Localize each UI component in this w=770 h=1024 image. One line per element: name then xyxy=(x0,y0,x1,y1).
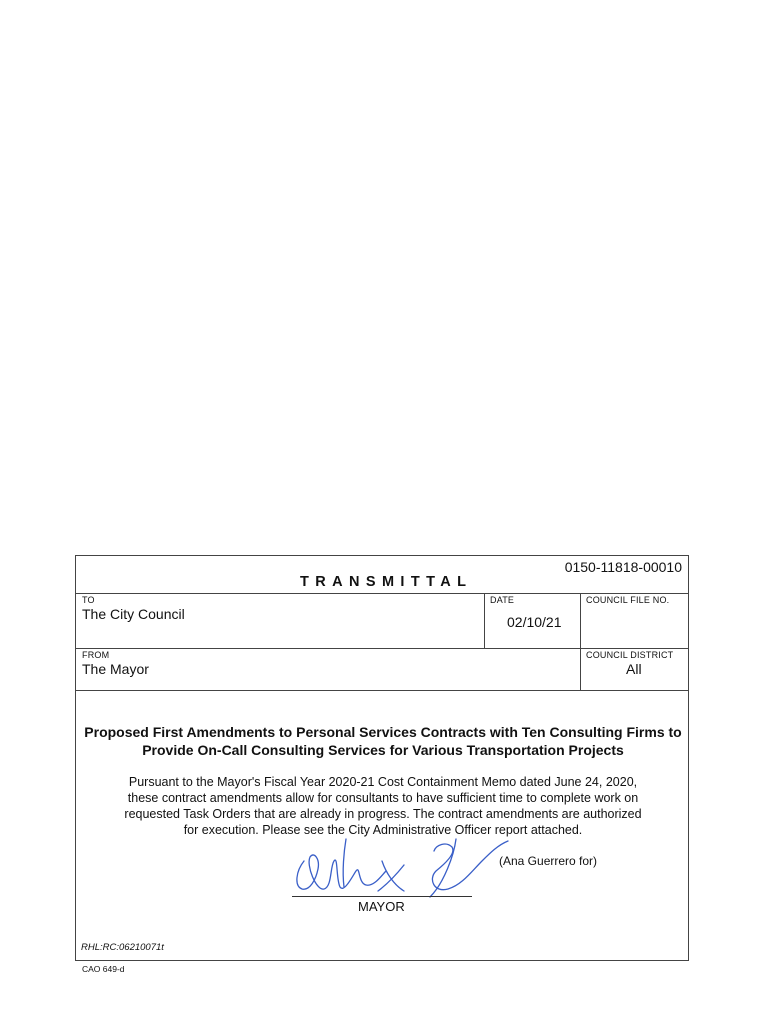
reference-code: RHL:RC:06210071t xyxy=(81,942,164,953)
body-text xyxy=(96,774,670,838)
form-code: CAO 649-d xyxy=(82,964,125,974)
divider xyxy=(484,593,485,648)
council-district-value: All xyxy=(626,661,642,677)
date-label: DATE xyxy=(490,595,515,605)
to-label: TO xyxy=(82,595,95,605)
handwritten-signature xyxy=(286,831,526,901)
divider xyxy=(76,690,688,691)
council-file-no-label: COUNCIL FILE NO. xyxy=(586,595,670,605)
file-number: 0150-11818-00010 xyxy=(564,559,682,575)
signer-note: (Ana Guerrero for) xyxy=(499,854,598,868)
subject-line: Proposed First Amendments to Personal Services Contracts with Ten Consulting Firms to xyxy=(84,724,682,740)
divider xyxy=(76,648,688,649)
body-line: requested Task Orders that are already in progress. The contract amendments are authorized xyxy=(124,807,642,821)
subject xyxy=(76,723,690,759)
subject-line: Provide On-Call Consulting Services for Various Transportation Projects xyxy=(142,742,624,758)
to-value: The City Council xyxy=(82,606,185,622)
divider xyxy=(76,593,688,594)
body-line: these contract amendments allow for consultants to have sufficient time to complete work on xyxy=(127,791,639,805)
council-district-label: COUNCIL DISTRICT xyxy=(586,650,674,660)
signature-line xyxy=(292,896,472,897)
divider xyxy=(580,593,581,690)
form-title: TRANSMITTAL xyxy=(300,574,473,590)
body-line: for execution. Please see the City Administrative Officer report attached. xyxy=(183,823,583,837)
transmittal-form xyxy=(75,555,689,961)
from-value: The Mayor xyxy=(82,661,149,677)
body-line: Pursuant to the Mayor's Fiscal Year 2020-21 Cost Containment Memo dated June 24, 2020, xyxy=(128,775,638,789)
date-value: 02/10/21 xyxy=(507,614,562,630)
signature-role: MAYOR xyxy=(358,899,405,914)
from-label: FROM xyxy=(82,650,110,660)
